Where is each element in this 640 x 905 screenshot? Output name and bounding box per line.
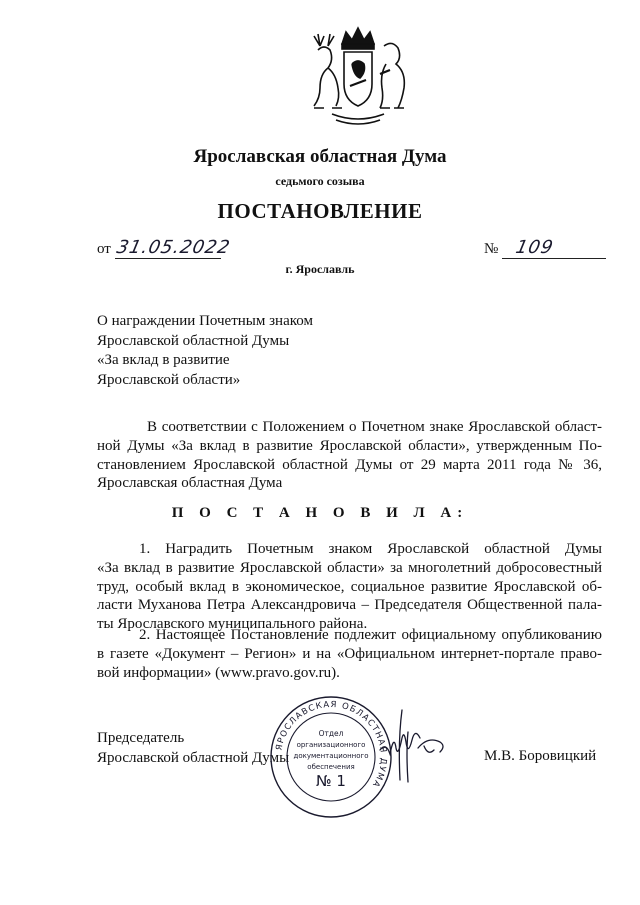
resolution-item-1 xyxy=(97,540,602,634)
date-prefix: от xyxy=(97,241,111,257)
item-line: ласти Муханова Петра Александровича – Председателя Общественной пала- xyxy=(97,597,602,614)
item-line: «За вклад в развитие Ярославской области» за многолетний добросовестный xyxy=(97,559,602,576)
signatory-name: М.В. Боровицкий xyxy=(484,748,597,764)
signatory-title-line: Председатель xyxy=(97,730,185,746)
subject-line: «За вклад в развитие xyxy=(97,352,230,368)
number-field xyxy=(484,237,606,259)
org-name: Ярославская областная Дума xyxy=(193,146,447,167)
subject-line: Ярославской области» xyxy=(97,371,241,388)
item-line: в газете «Документ – Регион» и на «Официальном интернет-портале право- xyxy=(97,645,602,662)
number-prefix: № xyxy=(484,241,499,257)
item-line: 2. Настоящее Постановление подлежит официальному опубликованию xyxy=(139,627,602,643)
stamp-line: организационного xyxy=(296,741,366,749)
handwritten-signature xyxy=(372,702,482,792)
date-value: 31.05.2022 xyxy=(114,237,232,258)
stamp-ring-text: ЯРОСЛАВСКАЯ ОБЛАСТНАЯ ДУМА xyxy=(274,699,389,790)
resolved-heading: П О С Т А Н О В И Л А: xyxy=(171,505,469,521)
signatory-title xyxy=(97,729,289,768)
date-underline xyxy=(114,237,232,259)
convocation-label: седьмого созыва xyxy=(275,174,365,188)
item-line: ты Ярославского муниципального района. xyxy=(97,616,368,633)
item-line: вой информации» (www.pravo.gov.ru). xyxy=(97,664,340,681)
subject-line: О награждении Почетным знаком xyxy=(97,313,313,329)
number-value: 109 xyxy=(513,237,556,258)
stamp-line: документационного xyxy=(293,752,369,760)
item-line: 1. Наградить Почетным знаком Ярославской областной Думы xyxy=(139,541,602,557)
subject-block xyxy=(97,312,313,390)
stamp-number: № 1 xyxy=(316,772,346,790)
stamp-line: Отдел xyxy=(318,729,344,738)
preamble-line: В соответствии с Положением о Почетном знаке Ярославской област- xyxy=(147,419,602,435)
signatory-title-line: Ярославской областной Думы xyxy=(97,749,290,766)
preamble-paragraph xyxy=(97,418,602,493)
coat-of-arms-icon xyxy=(302,22,414,130)
stamp-line: обеспечения xyxy=(307,763,355,771)
item-line: труд, особый вклад в экономическое, социальное развитие Ярославской об- xyxy=(97,578,602,595)
preamble-line: ной Думы «За вклад в развитие Ярославской области», утвержденным По- xyxy=(97,437,602,454)
subject-line: Ярославской областной Думы xyxy=(97,332,290,349)
number-underline xyxy=(502,237,606,259)
preamble-line: становлением Ярославской областной Думы от 29 марта 2011 года № 36, xyxy=(97,456,602,473)
preamble-line: Ярославская областная Дума xyxy=(97,475,283,492)
resolution-item-2 xyxy=(97,626,602,682)
document-type-title: ПОСТАНОВЛЕНИЕ xyxy=(217,199,423,223)
city-label: г. Ярославль xyxy=(285,262,355,276)
date-field xyxy=(97,237,232,259)
